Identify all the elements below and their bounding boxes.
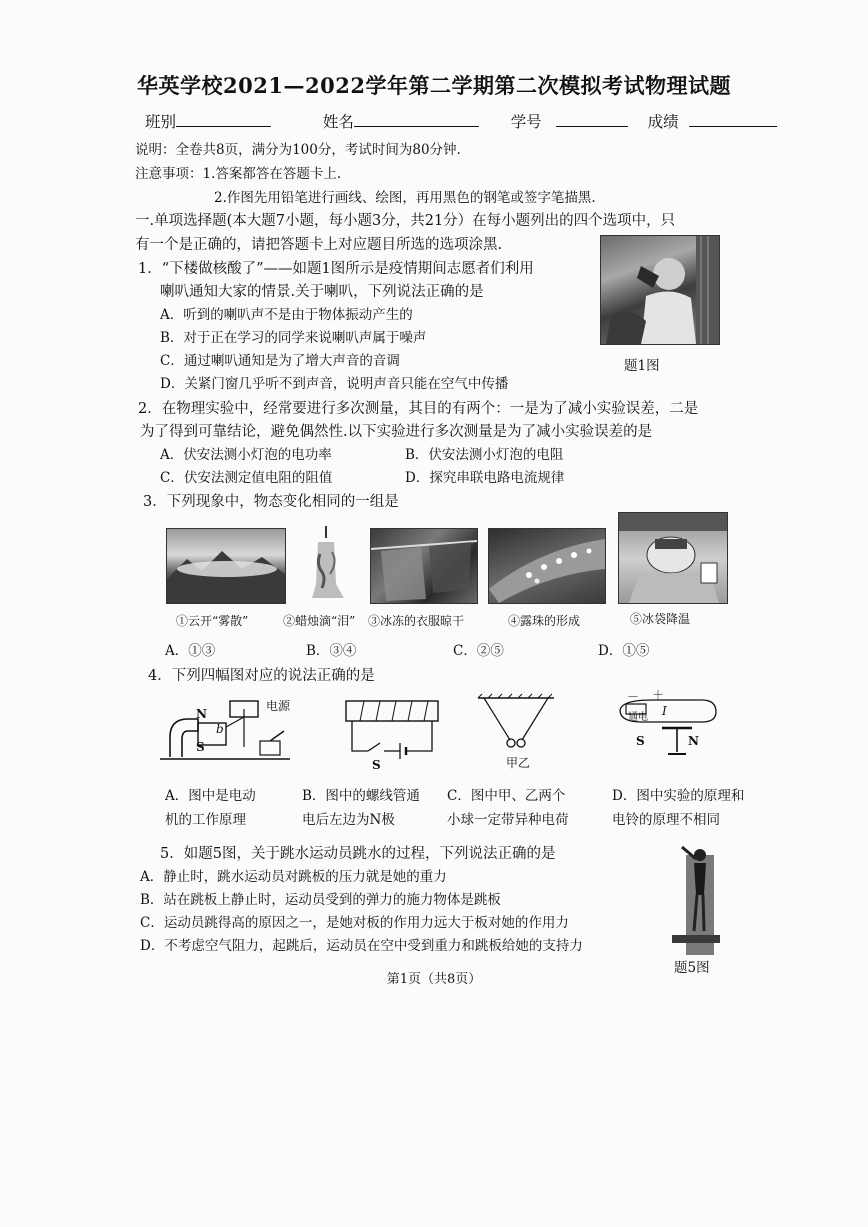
q2-option-b[interactable]: B．伏安法测小灯泡的电阻	[405, 447, 564, 463]
q4-stem: 4．下列四幅图对应的说法正确的是	[148, 668, 375, 684]
q4-fig-a-power-label: 电源	[266, 699, 291, 713]
q1-stem-line2: 喇叭通知大家的情景.关于喇叭，下列说法正确的是	[160, 284, 484, 300]
q5-option-a[interactable]: A．静止时，跳水运动员对跳板的压力就是她的重力	[140, 869, 447, 885]
q3-option-a[interactable]: A．①③	[165, 643, 216, 659]
q4-option-d-line1[interactable]: D．图中实验的原理和	[612, 788, 745, 804]
section1-heading-line1: 一.单项选择题(本大题7小题，每小题3分，共21分）在每小题列出的四个选项中，只	[135, 213, 676, 229]
frozen-clothes-image	[371, 529, 477, 603]
volunteer-figure-image	[601, 236, 719, 344]
ice-pack-child-image	[619, 513, 727, 603]
q4-fig-d-s-label: S	[636, 734, 645, 748]
q4-figure-b-solenoid	[346, 697, 446, 759]
q3-option-c[interactable]: C．②⑤	[453, 643, 504, 659]
q5-option-c[interactable]: C．运动员跳得高的原因之一，是她对板的作用力远大于板对她的作用力	[140, 915, 569, 931]
q4-option-d-line2: 电铃的原理不相同	[612, 812, 720, 828]
q3-photo-fog	[166, 528, 286, 604]
q4-figure-c-charged-balls	[478, 694, 558, 754]
q1-option-a[interactable]: A．听到的喇叭声不是由于物体振动产生的	[160, 307, 413, 323]
q1-option-b[interactable]: B．对于正在学习的同学来说喇叭声属于噪声	[160, 330, 427, 346]
exam-title: 华英学校2021—2022学年第二学期第二次模拟考试物理试题	[137, 73, 731, 98]
q1-photo-volunteer	[600, 235, 720, 345]
id-label: 学号	[510, 113, 542, 131]
q5-photo-diver	[672, 845, 720, 957]
q4-option-c-line2: 小球一定带异种电荷	[447, 812, 569, 828]
q5-option-d[interactable]: D．不考虑空气阻力，起跳后，运动员在空中受到重力和跳板给她的支持力	[140, 938, 583, 954]
q3-photo-frozen-clothes	[370, 528, 478, 604]
q1-stem-line1: 1．“下楼做核酸了”——如题1图所示是疫情期间志愿者们利用	[138, 261, 534, 277]
section1-heading-line2: 有一个是正确的，请把答题卡上对应题目所选的选项涂黑.	[135, 237, 503, 253]
score-label: 成绩	[647, 113, 679, 131]
q4-fig-d-tongdian: 通电	[628, 712, 648, 723]
q4-fig-d-minus: －	[627, 690, 640, 704]
student-info-line	[145, 110, 777, 132]
q4-option-c-line1[interactable]: C．图中甲、乙两个	[447, 788, 566, 804]
q4-option-b-line1[interactable]: B．图中的螺线管通	[302, 788, 420, 804]
q2-option-d[interactable]: D．探究串联电路电流规律	[405, 470, 565, 486]
q1-option-c[interactable]: C．通过喇叭通知是为了增大声音的音调	[160, 353, 400, 369]
name-label: 姓名	[322, 113, 354, 131]
q3-photo-ice-pack	[618, 512, 728, 604]
q4-fig-a-b-label: b	[216, 722, 224, 736]
q2-stem-line1: 2．在物理实验中，经常要进行多次测量，其目的有两个：一是为了减小实验误差，二是	[138, 401, 699, 417]
q4-option-a-line1[interactable]: A．图中是电动	[165, 788, 256, 804]
q3-stem: 3．下列现象中，物态变化相同的一组是	[143, 494, 399, 510]
score-blank[interactable]	[689, 112, 777, 127]
attention-item-2: 2.作图先用铅笔进行画线、绘图，再用黑色的钢笔或签字笔描黑.	[214, 190, 596, 206]
q4-option-a-line2: 机的工作原理	[165, 812, 246, 828]
attention-item-1: 注意事项：1.答案都答在答题卡上.	[135, 166, 342, 182]
q3-option-b[interactable]: B．③④	[306, 643, 357, 659]
q4-fig-d-plus: ＋	[652, 688, 665, 702]
candle-image	[296, 524, 358, 602]
q1-figure-caption: 题1图	[624, 358, 660, 374]
dew-leaf-image	[489, 529, 605, 603]
q4-fig-c-jiayi-label: 甲乙	[506, 756, 531, 770]
q3-photo-dew	[488, 528, 606, 604]
q4-fig-d-n-label: N	[688, 734, 699, 748]
q5-stem: 5．如题5图，关于跳水运动员跳水的过程，下列说法正确的是	[160, 846, 556, 862]
q4-fig-b-s-label: S	[372, 758, 381, 772]
q3-photo-candle	[296, 524, 358, 602]
mountain-fog-image	[167, 529, 285, 603]
id-blank[interactable]	[556, 112, 628, 127]
name-blank[interactable]	[354, 112, 479, 127]
q3-caption-1: ①云开“雾散”	[176, 614, 249, 628]
class-label: 班别	[145, 113, 177, 131]
q1-option-d[interactable]: D．关紧门窗几乎听不到声音，说明声音只能在空气中传播	[160, 376, 509, 392]
q3-caption-2: ②蜡烛滴“泪”	[283, 614, 356, 628]
q4-option-b-line2: 电后左边为N极	[302, 812, 395, 828]
q2-option-c[interactable]: C．伏安法测定值电阻的阻值	[160, 470, 333, 486]
class-blank[interactable]	[176, 112, 271, 127]
q5-option-b[interactable]: B．站在跳板上静止时，运动员受到的弹力的施力物体是跳板	[140, 892, 501, 908]
q4-fig-d-i-label: I	[662, 704, 667, 718]
exam-note: 说明：全卷共8页，满分为100分，考试时间为80分钟.	[135, 142, 461, 158]
q3-option-d[interactable]: D．①⑤	[598, 643, 650, 659]
page-footer: 第1页（共8页）	[386, 972, 482, 987]
q4-fig-a-s-label: S	[196, 740, 205, 754]
diver-image	[672, 845, 720, 957]
q3-caption-5: ⑤冰袋降温	[630, 612, 691, 626]
q5-figure-caption: 题5图	[674, 960, 710, 976]
q3-caption-3: ③冰冻的衣服晾干	[368, 614, 465, 628]
q3-caption-4: ④露珠的形成	[508, 614, 581, 628]
q4-fig-a-n-label: N	[196, 707, 207, 721]
q2-stem-line2: 为了得到可靠结论，避免偶然性.以下实验进行多次测量是为了减小实验误差的是	[140, 424, 653, 440]
q2-option-a[interactable]: A．伏安法测小灯泡的电功率	[160, 447, 332, 463]
